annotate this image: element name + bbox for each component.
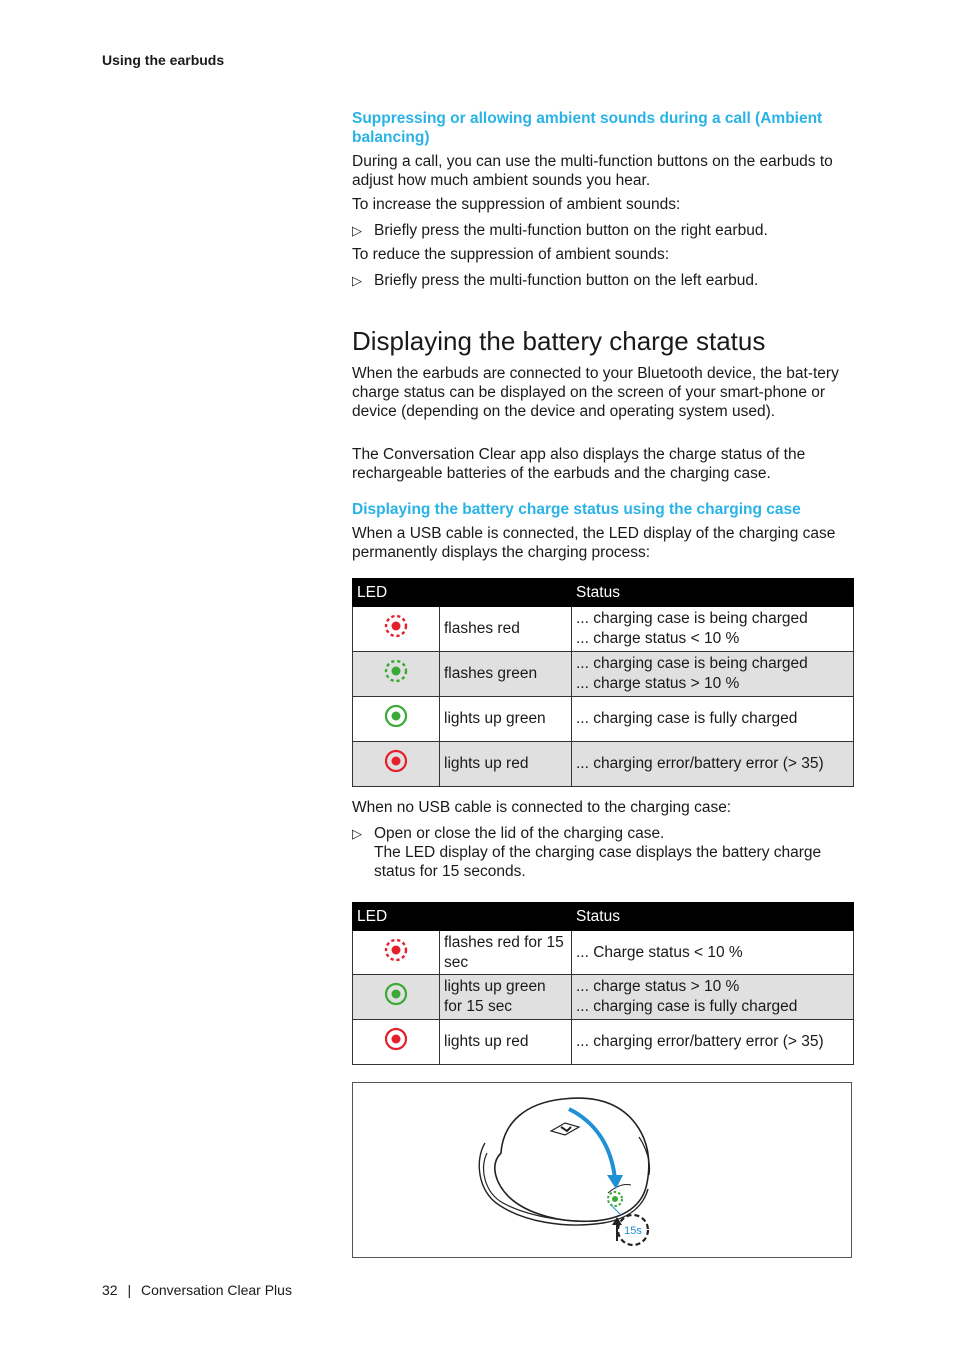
bullet-triangle-icon: ▷ — [352, 223, 362, 238]
case-lid — [495, 1098, 649, 1221]
led-state: flashes red — [440, 607, 572, 652]
led-state: lights up red — [440, 1020, 572, 1065]
led-icon-cell — [353, 652, 440, 697]
led-state: lights up green for 15 sec — [440, 975, 572, 1020]
page-number: 32 — [102, 1282, 118, 1298]
led-status — [572, 975, 854, 1020]
status-column-header: Status — [572, 579, 854, 607]
reduce-step — [352, 271, 854, 290]
no-usb-step-body — [374, 824, 854, 881]
led-flashing-red-icon — [382, 612, 410, 640]
table-row — [353, 652, 854, 697]
reduce-label: To reduce the suppression of ambient sounds: — [352, 246, 670, 263]
table-row — [353, 697, 854, 742]
led-icon-cell — [353, 1020, 440, 1065]
led-flashing-green-icon — [382, 657, 410, 685]
table-row — [353, 1020, 854, 1065]
status-line: ... charging error/battery error (> 35) — [576, 755, 824, 772]
status-line: ... Charge status < 10 % — [576, 943, 743, 961]
led-status — [572, 607, 854, 652]
ambient-intro: During a call, you can use the multi-function buttons on the earbuds to adjust how much ambient sounds you hear. — [352, 153, 833, 189]
no-usb-label: When no USB cable is connected to the charging case: — [352, 799, 732, 816]
ambient-heading: Suppressing or allowing ambient sounds during a call (Ambient balancing) — [352, 110, 823, 146]
led-icon-cell — [353, 742, 440, 787]
led-state: flashes red for 15 sec — [440, 931, 572, 975]
running-header: Using the earbuds — [102, 52, 225, 68]
table-row — [353, 931, 854, 975]
led-icon-cell — [353, 975, 440, 1020]
charging-case-figure — [352, 1082, 852, 1258]
led-status — [572, 697, 854, 742]
reduce-step-text: Briefly press the multi-function button on the left earbud. — [374, 272, 759, 289]
increase-label: To increase the suppression of ambient sounds: — [352, 196, 681, 213]
status-column-header: Status — [572, 903, 854, 931]
led-steady-red-icon — [382, 1025, 410, 1053]
timer-label: 15s — [624, 1225, 642, 1237]
status-line: ... charge status > 10 % — [576, 978, 740, 995]
led-icon-cell — [353, 607, 440, 652]
footer-separator: | — [127, 1282, 132, 1298]
led-status — [572, 742, 854, 787]
led-flashing-red-icon — [382, 936, 410, 964]
status-line: ... charge status < 10 % — [576, 630, 740, 647]
status-line: ... charge status > 10 % — [576, 675, 740, 692]
led-steady-red-icon — [382, 747, 410, 775]
status-line: ... charging case is fully charged — [576, 710, 798, 727]
page-footer — [102, 1282, 292, 1298]
status-line: ... charging error/battery error (> 35) — [576, 1033, 824, 1050]
led-table-usb — [352, 578, 854, 787]
case-intro: When a USB cable is connected, the LED display of the charging case permanently displays the charging process: — [352, 525, 836, 561]
charging-case-illustration — [353, 1083, 851, 1257]
no-usb-step — [352, 824, 854, 881]
led-column-header: LED — [353, 903, 572, 931]
bullet-triangle-icon: ▷ — [352, 273, 362, 288]
led-steady-green-icon — [382, 980, 410, 1008]
led-status — [572, 931, 854, 975]
led-icon-cell — [353, 697, 440, 742]
status-line: ... charging case is being charged — [576, 610, 808, 627]
led-icon-cell — [353, 931, 440, 975]
led-state: flashes green — [440, 652, 572, 697]
led-status — [572, 1020, 854, 1065]
status-line: ... charging case is fully charged — [576, 998, 798, 1015]
table-row — [353, 742, 854, 787]
led-state: lights up green — [440, 697, 572, 742]
page-title: Displaying the battery charge status — [352, 326, 766, 356]
increase-step-text: Briefly press the multi-function button on the right earbud. — [374, 222, 768, 239]
no-usb-result-text: The LED display of the charging case displays the battery charge status for 15 seconds. — [374, 844, 822, 880]
increase-step — [352, 221, 854, 240]
led-steady-green-icon — [382, 702, 410, 730]
led-table-no-usb — [352, 902, 854, 1065]
led-status — [572, 652, 854, 697]
led-state: lights up red — [440, 742, 572, 787]
battery-para-1: When the earbuds are connected to your Bluetooth device, the bat-tery charge status can be displayed on the screen of your smart-phone or device (depending on the device and operating system used). — [352, 365, 839, 420]
table-row — [353, 975, 854, 1020]
no-usb-step-text: Open or close the lid of the charging case. — [374, 825, 665, 842]
product-name: Conversation Clear Plus — [141, 1282, 292, 1298]
table-row — [353, 607, 854, 652]
led-column-header: LED — [353, 579, 572, 607]
status-line: ... charging case is being charged — [576, 655, 808, 672]
battery-para-2: The Conversation Clear app also displays the charge status of the rechargeable batteries of the earbuds and the charging case. — [352, 446, 806, 482]
case-heading: Displaying the battery charge status using the charging case — [352, 501, 801, 518]
bullet-triangle-icon: ▷ — [352, 826, 362, 841]
